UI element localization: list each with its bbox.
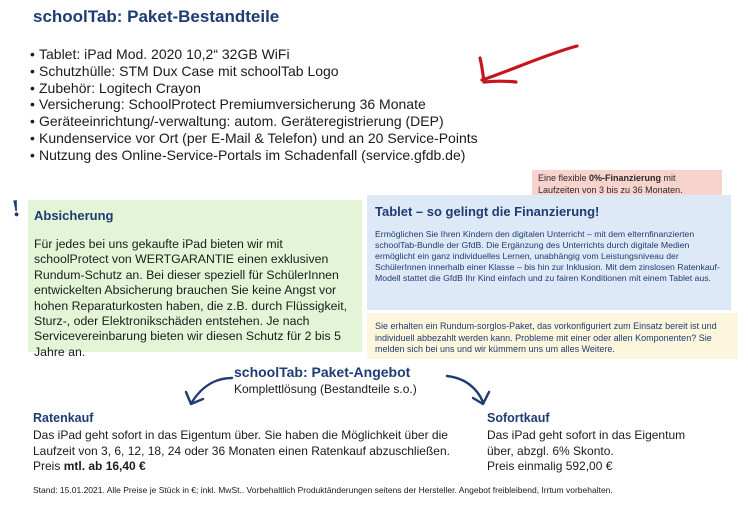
curved-arrow-right-icon [443, 370, 493, 410]
finance-note [532, 170, 722, 195]
absicherung-text: Für jedes bei uns gekaufte iPad bieten wir mit schoolProtect von WERTGARANTIE einen exklusiven Rundum-Schutz an. Bei dieser speziell für SchülerInnen entwickelten Absicherung brauchen Sie keine Angst vor hohen Reparaturkosten haben, die z.B. durch Flüssigkeit, Sturz-, oder Elektronikschäden entstehen. Je nach Servicevereinbarung bieten wir diesen Schutz für 2 bis 5 Jahre an. [34, 237, 348, 359]
absicherung-heading: Absicherung [34, 208, 114, 223]
feature-text: Geräteeinrichtung/-verwaltung: autom. Geräteregistrierung (DEP) [39, 113, 444, 130]
finance-note-after: mit Laufzeiten von 3 bis zu 36 Monaten. [538, 173, 683, 195]
financing-text: Ermöglichen Sie Ihren Kindern den digitalen Unterricht – mit dem elternfinanzierten schoolTab-Bundle der GfdB. Die Ergänzung des Unterrichts durch digitale Medien ermöglicht ein ganz individuelles Lernen, unabhängig vom Leistungsniveau der SchülerInnen innerhalb einer Klasse – bis hin zur Inklusion. Mit dem zinslosen Ratenkauf-Modell stattet die GfdB Ihr Kind einfach und zu fairen Konditionen mit einem Tablet aus. [375, 229, 720, 283]
bullet-icon: • [30, 96, 35, 113]
feature-item [30, 46, 478, 63]
ratenkauf-price [33, 459, 463, 474]
feature-list [30, 46, 478, 164]
bullet-icon: • [30, 146, 35, 163]
exclamation-icon: ! [10, 195, 22, 223]
sofortkauf-price: Preis einmalig 592,00 € [487, 459, 613, 474]
feature-text: Schutzhülle: STM Dux Case mit schoolTab Logo [39, 62, 339, 79]
feature-item [30, 96, 478, 113]
ratenkauf-section [33, 411, 463, 475]
feature-item [30, 147, 478, 164]
finance-note-before: Eine flexible [538, 173, 590, 183]
curved-arrow-left-icon [180, 372, 236, 410]
ratenkauf-price-value: mtl. ab 16,40 € [63, 459, 146, 474]
sofortkauf-section [487, 411, 707, 475]
hand-drawn-arrow-icon [472, 36, 582, 86]
feature-text: Kundenservice vor Ort (per E-Mail & Telefon) und an 20 Service-Points [39, 129, 478, 146]
sofortkauf-text: Das iPad geht sofort in das Eigentum über, abzgl. 6% Skonto. [487, 428, 686, 458]
bullet-icon: • [30, 62, 35, 79]
offer-title: schoolTab: Paket-Angebot [234, 364, 411, 380]
service-box: Sie erhalten ein Rundum-sorglos-Paket, das vorkonfiguriert zum Einsatz bereit ist und individuell abbezahlt werden kann. Probleme mit einer oder allen Komponenten? Sie melden sich bei uns und wir kümmern uns um alles Weitere. [367, 313, 738, 359]
feature-item [30, 130, 478, 147]
feature-item [30, 113, 478, 130]
feature-text: Versicherung: SchoolProtect Premiumversicherung 36 Monate [39, 96, 426, 113]
page-title: schoolTab: Paket-Bestandteile [33, 7, 280, 26]
ratenkauf-text: Das iPad geht sofort in das Eigentum über. Sie haben die Möglichkeit über die Laufzeit von 3, 6, 12, 18, 24 oder 36 Monaten einen Ratenkauf abzuschließen. [33, 428, 450, 458]
bullet-icon: • [30, 79, 35, 96]
financing-heading: Tablet – so gelingt die Finanzierung! [375, 204, 600, 219]
absicherung-box [28, 200, 362, 359]
bullet-icon: • [30, 129, 35, 146]
bullet-icon: • [30, 113, 35, 130]
sofortkauf-heading: Sofortkauf [487, 411, 550, 425]
feature-item [30, 80, 478, 97]
bullet-icon: • [30, 46, 35, 62]
feature-text: Nutzung des Online-Service-Portals im Schadenfall (service.gfdb.de) [39, 146, 466, 163]
footer-note: Stand: 15.01.2021. Alle Preise je Stück in €; inkl. MwSt.. Vorbehaltlich Produktänderungen seitens der Hersteller. Angebot freibleibend, Irrtum vorbehalten. [33, 485, 613, 495]
finance-note-bold: 0%-Finanzierung [589, 173, 662, 183]
feature-text: Zubehör: Logitech Crayon [39, 79, 201, 96]
financing-box [367, 195, 731, 310]
offer-subtitle: Komplettlösung (Bestandteile s.o.) [234, 382, 417, 396]
feature-text: Tablet: iPad Mod. 2020 10,2“ 32GB WiFi [39, 46, 290, 62]
feature-item [30, 63, 478, 80]
ratenkauf-price-prefix: Preis [33, 459, 64, 474]
ratenkauf-heading: Ratenkauf [33, 411, 94, 425]
